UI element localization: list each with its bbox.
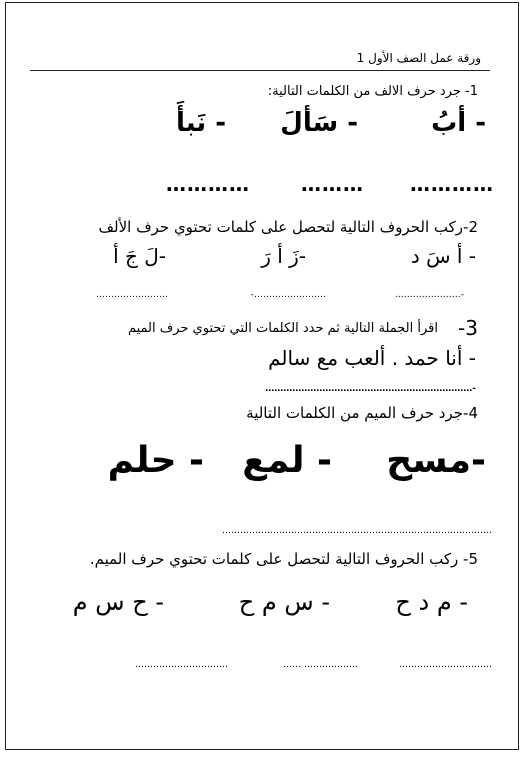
q3-prompt: اقرأ الجملة التالية ثم حدد الكلمات التي تحتوي حرف الميم (127, 321, 438, 336)
q4-prompt: 4-جرد حرف الميم من الكلمات التالية (246, 404, 478, 422)
q2-answer-line-3[interactable]: …………………… (96, 290, 168, 300)
q3-sentence: - أنا حمد . ألعب مع سالم (268, 346, 476, 370)
q5-answer-line-1[interactable]: …………………………. (399, 660, 492, 670)
q1-word-1: - أبُ (431, 108, 486, 138)
q5-group-2: - س م ح (238, 588, 330, 616)
worksheet-title: ورقة عمل الصف الأول 1 (356, 51, 481, 65)
q2-group-1: - أ سَ د (410, 244, 476, 268)
q5-group-3: - ح س م (72, 588, 164, 616)
q3-answer-line[interactable]: -…………………………………………………………… (265, 384, 476, 394)
q1-prompt: 1- جرد حرف الالف من الكلمات التالية: (267, 84, 478, 99)
header-divider (30, 70, 490, 71)
q5-answer-line-2[interactable]: ……………… …… (283, 660, 358, 670)
q5-group-1: - م د ح (395, 588, 468, 616)
q4-word-1: -مسح (386, 440, 486, 481)
q1-answer-line-2[interactable]: ……… (301, 172, 364, 196)
q4-answer-line[interactable]: ……………………………………………………………………………… (222, 526, 492, 536)
q5-answer-line-3[interactable]: …………………………. (135, 660, 228, 670)
q2-group-3: -لَ جَ أ (113, 244, 166, 268)
q4-word-2: - لمع (242, 440, 332, 481)
q4-word-3: - حلم (107, 440, 204, 481)
q1-word-2: - سَألَ (280, 108, 358, 138)
q2-prompt: 2-ركب الحروف التالية لتحصل على كلمات تحتوي حرف الألف (98, 218, 478, 236)
q2-answer-line-1[interactable]: -…………………. (394, 290, 464, 300)
q1-word-3: - نَبأَ (176, 108, 226, 138)
q3-number: 3- (458, 316, 478, 340)
q2-answer-line-2[interactable]: ……………………- (250, 290, 326, 300)
q1-answer-line-3[interactable]: ………… (166, 172, 250, 196)
q1-answer-line-1[interactable]: ………… (410, 172, 494, 196)
q5-prompt: 5- ركب الحروف التالية لتحصل على كلمات تحتوي حرف الميم. (89, 550, 478, 568)
q2-group-2: -زَ أ رَ (261, 244, 306, 268)
